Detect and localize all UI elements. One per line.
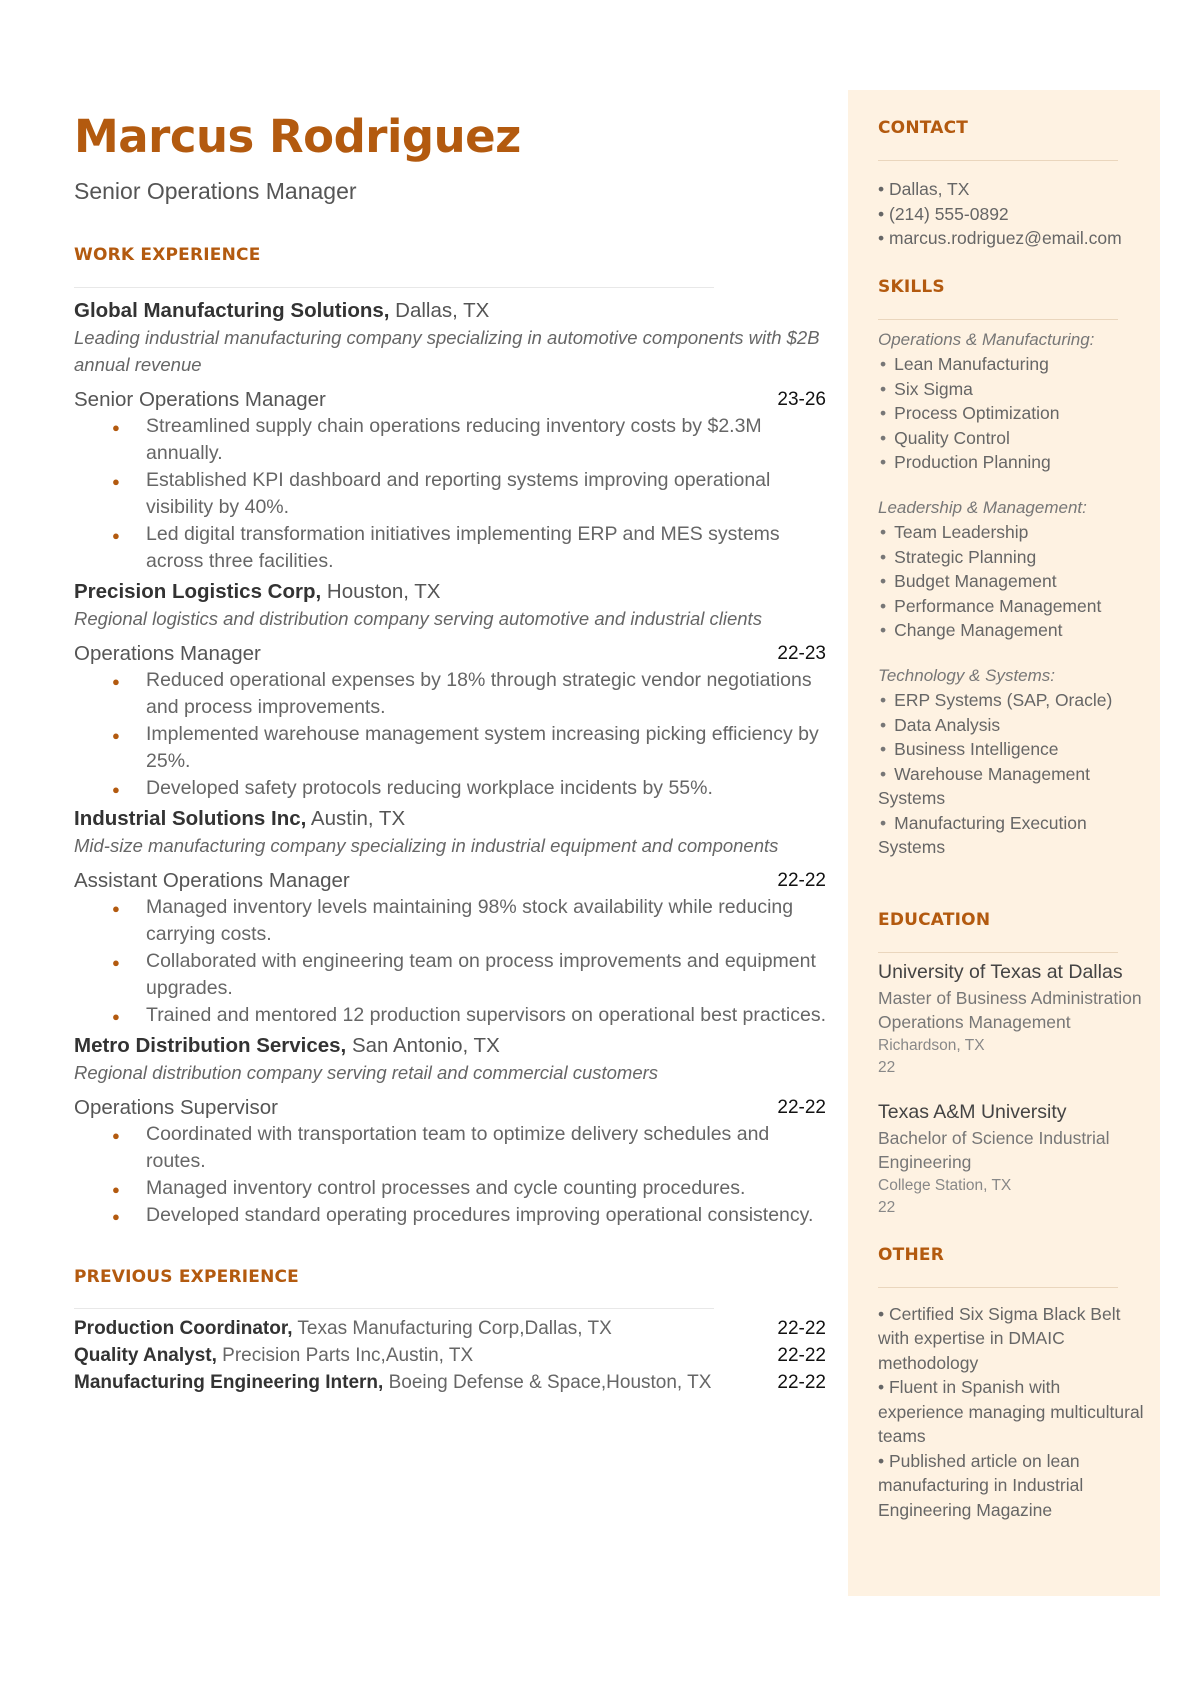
- skill-text: Team Leadership: [894, 522, 1029, 542]
- skill-item: [878, 594, 1148, 619]
- previous-org: Boeing Defense & Space,Houston, TX: [383, 1372, 712, 1393]
- skill-item: [878, 520, 1148, 545]
- job-company-line: [74, 1032, 826, 1059]
- skill-item: [878, 737, 1148, 762]
- bullet-dot-icon: •: [880, 763, 887, 784]
- work-experience-heading: WORK EXPERIENCE: [74, 245, 261, 265]
- previous-role: Manufacturing Engineering Intern,: [74, 1372, 384, 1393]
- skill-item: [878, 618, 1148, 643]
- bullet-dot-icon: •: [880, 354, 887, 374]
- skill-text: Performance Management: [894, 595, 1102, 616]
- previous-role-line: [74, 1342, 473, 1369]
- sidebar: [848, 90, 1160, 1596]
- previous-experience-heading: PREVIOUS EXPERIENCE: [74, 1267, 299, 1287]
- work-experience-list: [74, 297, 826, 1229]
- contact-heading: CONTACT: [878, 118, 969, 138]
- bullet-dot-icon: ●: [112, 955, 120, 970]
- bullet-item: [74, 521, 826, 575]
- education-heading: EDUCATION: [878, 909, 991, 930]
- bullet-dot-icon: ●: [112, 528, 120, 543]
- skill-text: Process Optimization: [894, 403, 1060, 423]
- skill-text: Change Management: [894, 620, 1063, 640]
- job-entry: [74, 297, 826, 575]
- bullet-dot-icon: •: [880, 620, 887, 640]
- bullet-dot-icon: •: [880, 690, 887, 710]
- bullet-dot-icon: ●: [112, 674, 120, 689]
- company-description: Leading industrial manufacturing company specializing in automotive components with $2B annual revenue: [74, 327, 820, 375]
- job-dates: 22-23: [777, 643, 826, 664]
- previous-dates: 22-22: [777, 1318, 826, 1339]
- bullet-dot-icon: ●: [112, 782, 120, 797]
- bullet-dot-icon: ●: [112, 728, 120, 743]
- bullet-text: Coordinated with transportation team to optimize delivery schedules and routes.: [146, 1123, 770, 1172]
- previous-role: Production Coordinator,: [74, 1318, 293, 1339]
- previous-org: Texas Manufacturing Corp,Dallas, TX: [292, 1318, 612, 1339]
- contact-item: • (214) 555-0892: [878, 203, 1009, 224]
- skill-category: Operations & Manufacturing:: [878, 329, 1095, 349]
- job-dates: 22-22: [777, 1097, 826, 1118]
- skill-category: Technology & Systems:: [878, 665, 1056, 685]
- bullet-dot-icon: ●: [112, 1009, 120, 1024]
- job-company-line: [74, 578, 826, 605]
- bullet-item: [74, 1002, 826, 1029]
- skill-item: [878, 569, 1148, 594]
- company-location: Houston, TX: [321, 580, 441, 603]
- previous-dates: 22-22: [777, 1345, 826, 1366]
- bullet-text: Trained and mentored 12 production supervisors on operational best practices.: [146, 1004, 827, 1026]
- skill-text: Data Analysis: [894, 714, 1001, 735]
- bullet-dot-icon: •: [880, 714, 887, 735]
- bullet-item: [74, 721, 826, 775]
- skill-item: [878, 762, 1148, 811]
- company-name: Global Manufacturing Solutions,: [74, 299, 390, 322]
- company-name: Metro Distribution Services,: [74, 1034, 347, 1057]
- bullet-text: Implemented warehouse management system increasing picking efficiency by 25%.: [146, 723, 819, 772]
- company-description: Regional logistics and distribution company serving automotive and industrial clients: [74, 608, 762, 629]
- job-bullets: [74, 1121, 826, 1229]
- bullet-text: Managed inventory control processes and cycle counting procedures.: [146, 1177, 746, 1199]
- education-year: 22: [878, 1058, 896, 1076]
- job-entry: [74, 1032, 826, 1229]
- section-divider: [878, 952, 1118, 953]
- main-column: [74, 110, 826, 1396]
- skill-item: [878, 401, 1148, 426]
- skill-text: Strategic Planning: [894, 546, 1037, 567]
- bullet-item: [74, 667, 826, 721]
- company-name: Industrial Solutions Inc,: [74, 807, 307, 830]
- other-item: • Certified Six Sigma Black Belt with expertise in DMAIC methodology: [878, 1303, 1121, 1373]
- contact-list: [878, 177, 1148, 251]
- bullet-text: Led digital transformation initiatives implementing ERP and MES systems across three facilities.: [146, 523, 780, 572]
- bullet-item: [74, 1121, 826, 1175]
- contact-item: • marcus.rodriguez@email.com: [878, 228, 1122, 248]
- section-divider: [878, 160, 1118, 161]
- job-company-line: [74, 297, 826, 324]
- skills-list: [878, 328, 1148, 860]
- education-location: College Station, TX: [878, 1176, 1012, 1194]
- bullet-dot-icon: •: [880, 522, 887, 542]
- candidate-title: Senior Operations Manager: [74, 178, 357, 204]
- bullet-text: Managed inventory levels maintaining 98% stock availability while reducing carrying costs.: [146, 896, 794, 945]
- skill-item: [878, 545, 1148, 570]
- other-heading: OTHER: [878, 1244, 944, 1265]
- bullet-text: Developed standard operating procedures improving operational consistency.: [146, 1204, 814, 1226]
- bullet-dot-icon: •: [880, 452, 887, 472]
- skill-item: [878, 713, 1148, 738]
- skill-item: [878, 450, 1148, 475]
- company-name: Precision Logistics Corp,: [74, 580, 322, 603]
- bullet-dot-icon: ●: [112, 1209, 120, 1224]
- previous-experience-row: [74, 1315, 826, 1342]
- education-entry: [878, 959, 1148, 1079]
- role-row: [74, 386, 826, 413]
- bullet-item: [74, 1175, 826, 1202]
- other-item: • Published article on lean manufacturing in Industrial Engineering Magazine: [878, 1450, 1084, 1520]
- bullet-dot-icon: •: [880, 427, 887, 448]
- company-description: Regional distribution company serving retail and commercial customers: [74, 1062, 659, 1083]
- other-list: [878, 1302, 1148, 1523]
- education-year: 22: [878, 1198, 896, 1216]
- job-entry: [74, 805, 826, 1029]
- skills-heading: SKILLS: [878, 276, 945, 297]
- skill-text: Production Planning: [894, 452, 1051, 472]
- job-dates: 23-26: [777, 389, 826, 410]
- bullet-item: [74, 1202, 826, 1229]
- job-entry: [74, 578, 826, 802]
- skill-group: [878, 496, 1148, 643]
- bullet-dot-icon: •: [880, 595, 887, 616]
- skill-text: Warehouse Management Systems: [878, 763, 1090, 808]
- bullet-dot-icon: ●: [112, 474, 120, 489]
- bullet-dot-icon: •: [880, 812, 887, 833]
- company-description: Mid-size manufacturing company specializing in industrial equipment and components: [74, 835, 779, 856]
- skill-text: Manufacturing Execution Systems: [878, 812, 1087, 857]
- school-name: University of Texas at Dallas: [878, 960, 1123, 983]
- job-bullets: [74, 413, 826, 575]
- bullet-item: [74, 894, 826, 948]
- bullet-dot-icon: •: [880, 378, 887, 399]
- company-location: Dallas, TX: [389, 299, 490, 322]
- bullet-dot-icon: •: [880, 739, 887, 759]
- skill-text: ERP Systems (SAP, Oracle): [894, 690, 1113, 710]
- skill-group: [878, 664, 1148, 860]
- job-dates: 22-22: [777, 870, 826, 891]
- skill-category: Leadership & Management:: [878, 497, 1087, 517]
- skill-item: [878, 377, 1148, 402]
- bullet-dot-icon: •: [880, 403, 887, 423]
- skill-item: [878, 811, 1148, 860]
- previous-role-line: [74, 1369, 711, 1396]
- previous-experience-list: [74, 1315, 826, 1396]
- education-entry: [878, 1099, 1148, 1219]
- education-location: Richardson, TX: [878, 1036, 985, 1054]
- section-divider: [878, 1287, 1118, 1288]
- previous-role: Quality Analyst,: [74, 1345, 217, 1366]
- bullet-dot-icon: •: [880, 571, 887, 591]
- job-company-line: [74, 805, 826, 832]
- skill-text: Quality Control: [894, 427, 1010, 448]
- bullet-dot-icon: •: [880, 546, 887, 567]
- company-location: Austin, TX: [306, 807, 406, 830]
- other-item: • Fluent in Spanish with experience managing multicultural teams: [878, 1377, 1144, 1446]
- section-divider: [74, 1308, 714, 1309]
- degree: Bachelor of Science Industrial Engineering: [878, 1127, 1110, 1172]
- previous-role-line: [74, 1315, 612, 1342]
- skill-text: Budget Management: [894, 571, 1057, 591]
- job-role: Operations Supervisor: [74, 1096, 278, 1119]
- bullet-dot-icon: ●: [112, 1128, 120, 1143]
- skill-item: [878, 426, 1148, 451]
- bullet-dot-icon: ●: [112, 420, 120, 435]
- bullet-text: Streamlined supply chain operations reducing inventory costs by $2.3M annually.: [146, 415, 762, 464]
- skill-item: [878, 352, 1148, 377]
- bullet-text: Collaborated with engineering team on process improvements and equipment upgrades.: [146, 950, 816, 999]
- education-list: [878, 959, 1148, 1219]
- previous-experience-row: [74, 1342, 826, 1369]
- skill-text: Lean Manufacturing: [894, 354, 1049, 374]
- job-bullets: [74, 667, 826, 802]
- job-bullets: [74, 894, 826, 1029]
- bullet-text: Reduced operational expenses by 18% through strategic vendor negotiations and process improvements.: [146, 669, 812, 718]
- previous-dates: 22-22: [777, 1372, 826, 1393]
- bullet-text: Established KPI dashboard and reporting systems improving operational visibility by 40%.: [146, 469, 771, 518]
- skill-text: Six Sigma: [894, 378, 973, 399]
- job-role: Assistant Operations Manager: [74, 869, 350, 892]
- bullet-text: Developed safety protocols reducing workplace incidents by 55%.: [146, 777, 713, 799]
- bullet-dot-icon: ●: [112, 901, 120, 916]
- bullet-item: [74, 413, 826, 467]
- degree: Master of Business Administration Operations Management: [878, 987, 1142, 1032]
- section-divider: [74, 287, 714, 288]
- role-row: [74, 640, 826, 667]
- previous-experience-row: [74, 1369, 826, 1396]
- skill-text: Business Intelligence: [894, 739, 1059, 759]
- candidate-name: Marcus Rodriguez: [74, 110, 521, 163]
- role-row: [74, 1094, 826, 1121]
- skill-group: [878, 328, 1148, 475]
- skill-item: [878, 688, 1148, 713]
- school-name: Texas A&M University: [878, 1100, 1067, 1123]
- section-divider: [878, 319, 1118, 320]
- previous-org: Precision Parts Inc,Austin, TX: [216, 1345, 474, 1366]
- job-role: Operations Manager: [74, 642, 261, 665]
- role-row: [74, 867, 826, 894]
- company-location: San Antonio, TX: [346, 1034, 500, 1057]
- bullet-item: [74, 775, 826, 802]
- job-role: Senior Operations Manager: [74, 388, 326, 411]
- bullet-dot-icon: ●: [112, 1182, 120, 1197]
- bullet-item: [74, 467, 826, 521]
- bullet-item: [74, 948, 826, 1002]
- contact-item: • Dallas, TX: [878, 179, 970, 199]
